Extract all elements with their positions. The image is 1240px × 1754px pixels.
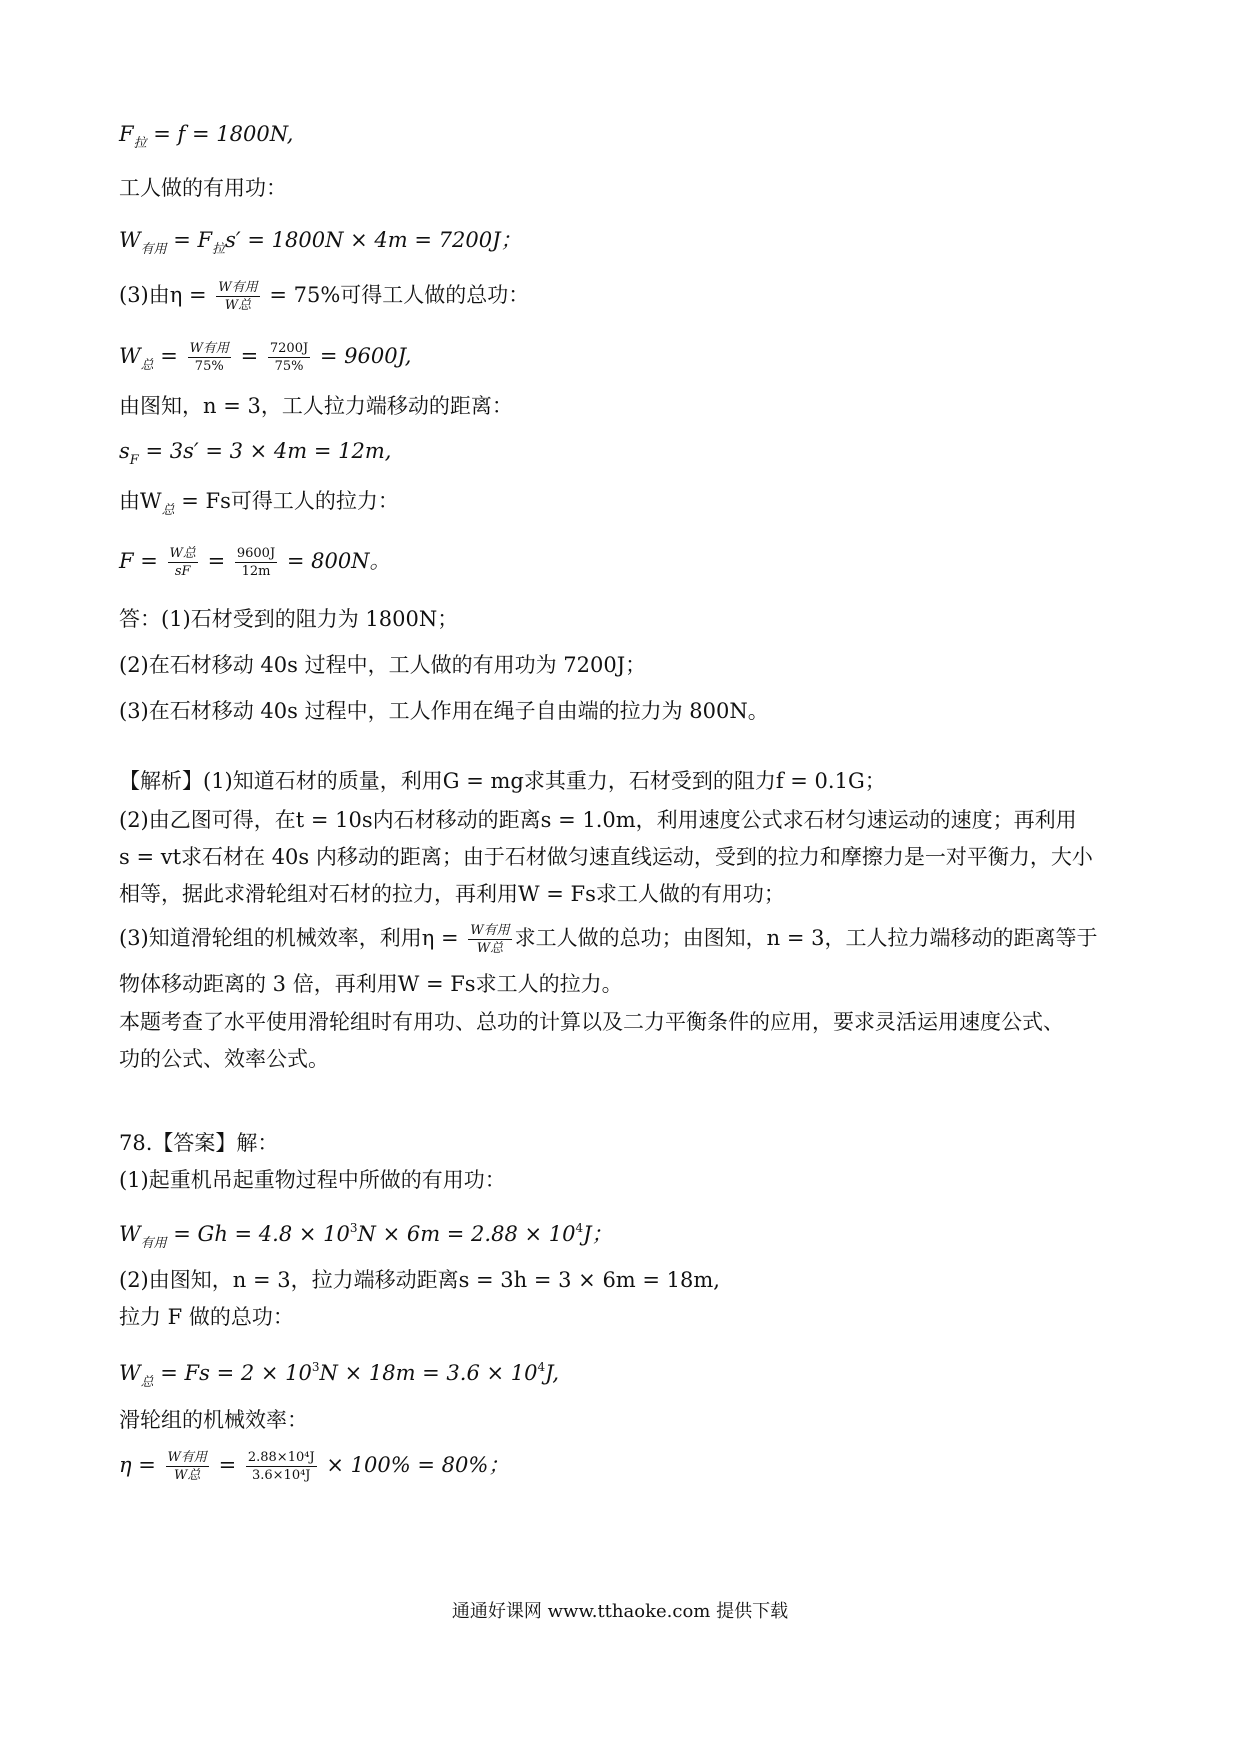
analysis-line-5: (3)知道滑轮组的机械效率，利用η = $\frac{\text{W有用}}{\text{W总}}$ 求工人做的总功；由图知，n = 3，工人拉力端移动的距离等于	[119, 923, 1098, 956]
line-11: (2)在石材移动 40s 过程中，工人做的有用功为 7200J；	[119, 653, 647, 677]
line-7: $s_F = 3s' = 3 \times 4m = 12m$,	[119, 439, 392, 468]
analysis-line-4: 相等，据此求滑轮组对石材的拉力，再利用W = Fs求工人做的有用功；	[119, 882, 785, 906]
fraction: $\frac{\text{W有用}}{\text{W总}}$	[167, 1450, 207, 1483]
line-24: (2)由图知，n = 3，拉力端移动距离s = 3h = 3 × 6m = 18m,	[119, 1268, 720, 1292]
line-6: 由图知，n = 3，工人拉力端移动的距离：	[119, 394, 513, 418]
analysis-line-7: 本题考查了水平使用滑轮组时有用功、总功的计算以及二力平衡条件的应用，要求灵活运用速度公式、	[119, 1010, 1064, 1034]
line-10: 答：(1)石材受到的阻力为 1800N；	[119, 607, 459, 631]
fraction: $\frac{7200J}{75\%}$	[269, 341, 309, 374]
line-9: F = $\frac{\text{W总}}{sF}$ = $\frac{9600J}{12m}$ = 800N。	[119, 546, 391, 579]
line-25: 拉力 F 做的总功：	[119, 1305, 294, 1329]
line-23: $W_{有用} = Gh = 4.8 \times 10^3N \times 6m = 2.88 \times 10^4J$；	[119, 1221, 613, 1251]
line-12: (3)在石材移动 40s 过程中，工人作用在绳子自由端的拉力为 800N。	[119, 699, 769, 723]
page-footer: 通通好课网 www.tthaoke.com 提供下载	[451, 1601, 789, 1622]
fraction: $\frac{\text{W有用}}{\text{W总}}$	[218, 280, 258, 313]
fraction: $\frac{\text{2.88×10⁴J}}{\text{3.6×10⁴J}}$	[247, 1450, 315, 1483]
line-26: $W_总 = Fs = 2 \times 10^3N \times 18m = 3.6 \times 10^4J$,	[119, 1360, 560, 1390]
line-27: 滑轮组的机械效率：	[119, 1408, 308, 1432]
fraction: $\frac{\text{W有用}}{\text{W总}}$	[470, 923, 510, 956]
line-8: 由$W_总 = Fs$可得工人的拉力：	[119, 489, 399, 518]
analysis-line-3: s = vt求石材在 40s 内移动的距离；由于石材做匀速直线运动，受到的拉力和摩擦力是一对平衡力，大小	[119, 845, 1093, 869]
line-5: $W_总$ = $\frac{\text{W有用}}{75\%}$ = $\frac{7200J}{75\%}$ = 9600J,	[119, 341, 412, 374]
line-3: $W_{有用} = F_拉s' = 1800N \times 4m = 7200J$；	[119, 228, 522, 257]
line-2: 工人做的有用功：	[119, 176, 287, 200]
fraction: $\frac{\text{W有用}}{75\%}$	[189, 341, 229, 374]
line-28: η = $\frac{\text{W有用}}{\text{W总}}$ = $\frac{\text{2.88×10⁴J}}{\text{3.6×10⁴J}}$ × 100% = 80%；	[119, 1450, 510, 1483]
analysis-line-6: 物体移动距离的 3 倍，再利用W = Fs求工人的拉力。	[119, 972, 623, 996]
line-4: (3)由η = $\frac{\text{W有用}}{\text{W总}}$ = 75%可得工人做的总功：	[119, 280, 530, 313]
analysis-line-8: 功的公式、效率公式。	[119, 1047, 329, 1071]
fraction: $\frac{9600J}{12m}$	[236, 546, 276, 579]
analysis-line-1: 【解析】(1)知道石材的质量，利用G = mg求其重力，石材受到的阻力f = 0.1G；	[119, 769, 886, 793]
fraction: $\frac{\text{W总}}{sF}$	[169, 546, 196, 579]
line-1: $F_拉 = f = 1800N$,	[119, 122, 294, 151]
line-22: (1)起重机吊起重物过程中所做的有用功：	[119, 1168, 506, 1192]
question-78-header: 78.【答案】解：	[119, 1131, 279, 1155]
analysis-line-2: (2)由乙图可得，在t = 10s内石材移动的距离s = 1.0m，利用速度公式求石材匀速运动的速度；再利用	[119, 808, 1077, 832]
